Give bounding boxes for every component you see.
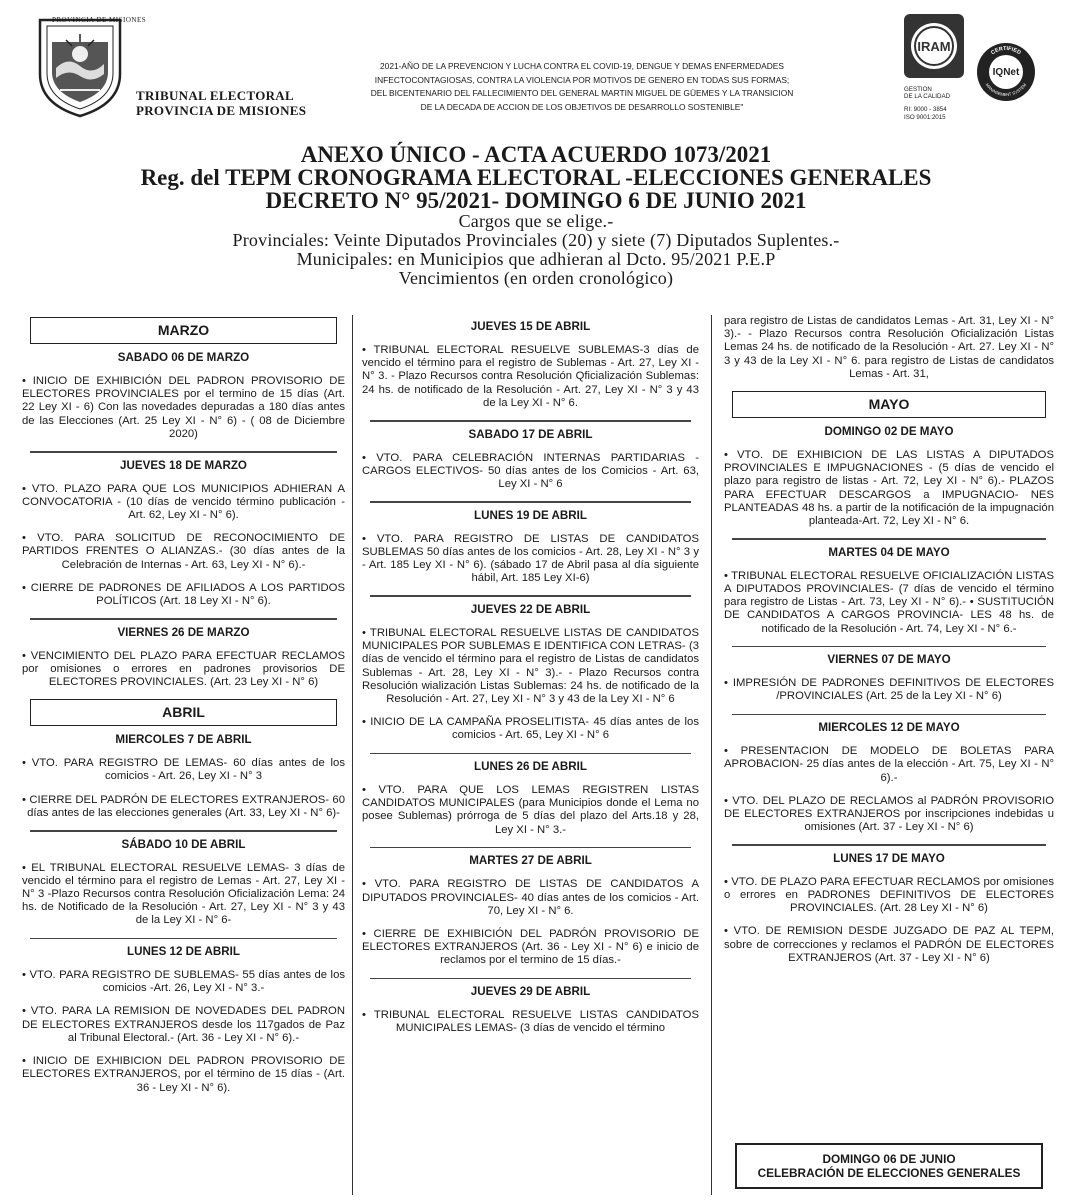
iram-text bbox=[904, 86, 950, 121]
seal-text: PROVINCIA DE MISIONES bbox=[52, 16, 147, 24]
tribunal-line-1: TRIBUNAL ELECTORAL bbox=[136, 88, 294, 103]
section-divider bbox=[370, 595, 691, 597]
year-motto bbox=[352, 60, 812, 114]
month-heading: MARZO bbox=[30, 317, 337, 344]
motto-line: 2021-AÑO DE LA PREVENCION Y LUCHA CONTRA EL COVID-19, DENGUE Y DEMAS ENFERMEDADES bbox=[380, 61, 784, 71]
title-line-3: DECRETO N° 95/2021- DOMINGO 6 DE JUNIO 2021 bbox=[265, 188, 807, 213]
title-line-1: ANEXO ÚNICO - ACTA ACUERDO 1073/2021 bbox=[300, 142, 772, 167]
document-header bbox=[0, 0, 1072, 140]
iram-line: ISO 9001:2015 bbox=[904, 113, 946, 121]
province-seal-icon bbox=[30, 12, 130, 120]
schedule-item: • VENCIMIENTO DEL PLAZO PARA EFECTUAR RECLAMOS por omisiones o errores en padrones provisorios DE ELECTORES PROVINCIALES. (Art. 23 Ley XI - N° 6) bbox=[22, 649, 345, 689]
schedule-item: • VTO. PARA REGISTRO DE SUBLEMAS- 55 días antes de los comicios -Art. 26, Ley XI - N° 3.- bbox=[22, 969, 345, 995]
date-heading: MARTES 27 DE ABRIL bbox=[469, 854, 592, 868]
section-divider bbox=[732, 844, 1046, 846]
schedule-item: • INICIO DE LA CAMPAÑA PROSELITISTA- 45 días antes de los comicios - Art. 65, Ley XI - N° 6 bbox=[362, 716, 699, 742]
month-heading: MAYO bbox=[732, 391, 1046, 418]
schedule-column-3 bbox=[724, 315, 1054, 1200]
schedule-column-1 bbox=[22, 315, 345, 1200]
tribunal-name bbox=[136, 88, 306, 118]
schedule-item: • VTO. PARA LA REMISION DE NOVEDADES DEL PADRON DE ELECTORES EXTRANJEROS desde los 117gados de Paz al Tribunal Electoral.- (Art. 36 - Ley XI - N° 6).- bbox=[22, 1005, 345, 1044]
schedule-item: • TRIBUNAL ELECTORAL RESUELVE LISTAS CANDIDATOS MUNICIPALES LEMAS- (3 días de vencido el término bbox=[362, 1009, 699, 1035]
column-divider bbox=[711, 315, 712, 1195]
schedule-item: • VTO. DE EXHIBICION DE LAS LISTAS A DIPUTADOS PROVINCIALES E IMPUGNACIONES - (5 días de vencido el plazo para registro de listas - Art. 72, Ley XI - N° 6).- PLAZOS PARA EFECTUAR DESCARGOS a IMPUGNACIO- NES PLANTEADAS 48 hs. a partir de la notificación de la impugnación planteada-Art. 72, Ley XI - N° 6. bbox=[724, 449, 1054, 528]
motto-line: DE LA DECADA DE ACCION DE LOS OBJETIVOS DE DESARROLLO SOSTENIBLE" bbox=[420, 101, 744, 112]
section-divider bbox=[732, 538, 1046, 540]
schedule-item: • TRIBUNAL ELECTORAL RESUELVE OFICIALIZACIÓN LISTAS A DIPUTADOS PROVINCIALES- (7 días de vencido el término para registro de Listas - Art. 73, Ley XI - N° 6).- • SUSTITUCIÓN DE CANDIDATOS A CARGOS PROVINCIA- LES 48 hs. de notificado de la Resolución - Art. 74, Ley XI - N° 6.- bbox=[724, 569, 1054, 635]
schedule-column-2 bbox=[362, 315, 699, 1200]
section-divider bbox=[370, 847, 691, 849]
election-day-label: CELEBRACIÓN DE ELECCIONES GENERALES bbox=[757, 1166, 1021, 1180]
motto-line: INFECTOCONTAGIOSAS, CONTRA LA VIOLENCIA POR MOTIVOS DE GENERO EN TODAS SUS FORMAS; bbox=[374, 74, 790, 85]
section-divider bbox=[732, 646, 1046, 648]
iram-line: GESTION bbox=[904, 86, 932, 93]
schedule-item: • VTO. PARA REGISTRO DE LEMAS- 60 días antes de los comicios - Art. 26, Ley XI - N° 3 bbox=[22, 757, 345, 783]
section-divider bbox=[30, 618, 337, 620]
iqnet-ring-bottom: MANAGEMENT SYSTEM bbox=[984, 82, 1028, 98]
date-heading: LUNES 17 DE MAYO bbox=[833, 851, 945, 865]
schedule-item: • CIERRE DE EXHIBICIÓN DEL PADRÓN PROVISORIO DE ELECTORES EXTRANJEROS (Art. 36 - Ley XI - N° 6) e inicio de reclamos por el termino de 15 días.- bbox=[362, 927, 699, 967]
schedule-item: • IMPRESIÓN DE PADRONES DEFINITIVOS DE ELECTORES /PROVINCIALES (Art. 25 de la Ley XI - N° 6) bbox=[724, 677, 1054, 703]
iqnet-ring-top: CERTIFIED bbox=[990, 45, 1022, 57]
section-divider bbox=[30, 830, 337, 832]
schedule-item: • VTO. PARA CELEBRACIÓN INTERNAS PARTIDARIAS - CARGOS ELECTIVOS- 50 días antes de los Comicios - Art. 63, Ley XI - N° 6 bbox=[362, 451, 699, 490]
section-divider bbox=[370, 978, 691, 980]
date-heading: LUNES 19 DE ABRIL bbox=[474, 508, 587, 522]
schedule-item: • VTO. PARA REGISTRO DE LISTAS DE CANDIDATOS SUBLEMAS 50 días antes de los comicios - Art. 28, Ley XI - N° 3 y - Art. 185 Ley XI - N° 6). (sábado 17 de Abril pasa al día siguiente hábil, Art. 185 Ley XI-6) bbox=[362, 532, 699, 585]
schedule-item: • TRIBUNAL ELECTORAL RESUELVE LISTAS DE CANDIDATOS MUNICIPALES POR SUBLEMAS E IDENTIFICA CON LETRAS- (3 días de vencido el término para el registro de Listas de candidatos Sublemas - Art. 28, Ley XI - N° 3).- - Plazo Recursos contra Resolución wialización Listas Sublemas: 24 hs. de notificado de la Resolución - Art. 27, Ley XI - N° 3 y 43 de la Ley XI - N° 6 bbox=[362, 626, 699, 705]
subtitle-line-4: Vencimientos (en orden cronológico) bbox=[398, 268, 674, 288]
schedule-item: • TRIBUNAL ELECTORAL RESUELVE SUBLEMAS-3 días de vencido el término para el registro de Sublemas - Art. 27, Ley XI - N° 3. - Plazo Recursos contra Resolución Qficialización Sublemas: 24 hs. de notificado de la Resolución - Art. 27, Ley XI - N° 3 y 43 de la Ley XI - N° 6. bbox=[362, 344, 699, 409]
motto-line: DEL BICENTENARIO DEL FALLECIMIENTO DEL GENERAL MARTIN MIGUEL DE GÜEMES Y LA TRANSICION bbox=[370, 88, 794, 98]
schedule-item: • VTO. PARA QUE LOS LEMAS REGISTREN LISTAS CANDIDATOS MUNICIPALES (para Municipios donde el Lema no posee Sublemas) prórroga de 5 días del plazo del Arts.18 y 28, Ley XI - N° 3.- bbox=[362, 784, 699, 836]
column-divider bbox=[352, 315, 353, 1195]
schedule-item: para registro de Listas de candidatos Lemas - Art. 31, Ley XI - N° 3).- - Plazo Recursos contra Resolución Oficialización Listas Lemas 24 hs. de notificado de la Resolución - Art. 27. Ley XI - N° 3 y 43 de la Ley XI - N° 6. para registro de Listas de candidatos Lemas - Art. 31, bbox=[724, 315, 1054, 380]
schedule-item: • VTO. PARA SOLICITUD DE RECONOCIMIENTO DE PARTIDOS FRENTES O ALIANZAS.- (30 días antes de la Celebración de Internas - Art. 63, Ley XI - N° 6).- bbox=[22, 532, 345, 571]
iram-line: DE LA CALIDAD bbox=[904, 93, 951, 101]
election-day-box bbox=[735, 1143, 1043, 1189]
section-divider bbox=[370, 501, 691, 503]
schedule-item: • PRESENTACION DE MODELO DE BOLETAS PARA APROBACION- 25 días antes de la elección - Art. 75, Ley XI - N° 6).- bbox=[724, 745, 1054, 784]
month-heading: ABRIL bbox=[30, 699, 337, 726]
section-divider bbox=[370, 753, 691, 755]
iqnet-logo-icon bbox=[976, 42, 1036, 102]
section-divider bbox=[370, 420, 691, 422]
date-heading: MIERCOLES 7 DE ABRIL bbox=[115, 733, 252, 747]
iram-logo-text: IRAM bbox=[917, 39, 951, 54]
section-divider bbox=[30, 938, 337, 940]
schedule-item: • VTO. DEL PLAZO DE RECLAMOS al PADRÓN PROVISORIO DE ELECTORES EXTRANJEROS por inscripciones indebidas u omisiones (Art. 37 - Ley XI - N° 6) bbox=[724, 794, 1054, 834]
section-divider bbox=[732, 714, 1046, 716]
date-heading: JUEVES 15 DE ABRIL bbox=[470, 320, 591, 333]
date-heading: VIERNES 26 DE MARZO bbox=[117, 625, 250, 639]
iram-line: RI: 9000 - 3854 bbox=[904, 106, 947, 114]
document-titles bbox=[0, 140, 1072, 288]
date-heading: JUEVES 29 DE ABRIL bbox=[470, 985, 591, 999]
subtitle-line-1: Cargos que se elige.- bbox=[458, 211, 614, 231]
subtitle-line-3: Municipales: en Municipios que adhieran al Dcto. 95/2021 P.E.P bbox=[296, 249, 776, 269]
tribunal-line-2: PROVINCIA DE MISIONES bbox=[136, 103, 307, 118]
schedule-item: • CIERRE DEL PADRÓN DE ELECTORES EXTRANJEROS- 60 días antes de las elecciones generales (Art. 33, Ley XI - N° 6)- bbox=[22, 793, 345, 819]
date-heading: SÁBADO 10 DE ABRIL bbox=[121, 837, 246, 851]
schedule-item: • VTO. DE REMISION DESDE JUZGADO DE PAZ AL TEPM, sobre de correcciones y reclamos el PADRÓN DE ELECTORES EXTRANJEROS (Art. 37 - Ley XI - N° 6) bbox=[724, 925, 1054, 964]
date-heading: JUEVES 22 DE ABRIL bbox=[470, 602, 591, 616]
subtitle-line-2: Provinciales: Veinte Diputados Provinciales (20) y siete (7) Diputados Suplentes.- bbox=[232, 230, 840, 250]
schedule-item: • VTO. PLAZO PARA QUE LOS MUNICIPIOS ADHIERAN A CONVOCATORIA - (10 días de vencido término publicación - Art. 62, Ley XI - N° 6). bbox=[22, 482, 345, 521]
title-line-2: Reg. del TEPM CRONOGRAMA ELECTORAL -ELECCIONES GENERALES bbox=[140, 165, 932, 190]
schedule-item: • VTO. PARA REGISTRO DE LISTAS DE CANDIDATOS A DIPUTADOS PROVINCIALES- 40 días antes de los comicios - Art. 70, Ley XI - N° 6. bbox=[362, 878, 699, 917]
date-heading: LUNES 12 DE ABRIL bbox=[127, 945, 240, 959]
date-heading: JUEVES 18 DE MARZO bbox=[120, 458, 247, 472]
date-heading: DOMINGO 02 DE MAYO bbox=[824, 425, 954, 439]
schedule-item: • VTO. DE PLAZO PARA EFECTUAR RECLAMOS por omisiones o errores en PADRONES DEFINITIVOS DE ELECTORES PROVINCIALES. (Art. 28 Ley XI - N° 6) bbox=[724, 875, 1054, 915]
iram-certification bbox=[902, 12, 966, 124]
schedule-item: • EL TRIBUNAL ELECTORAL RESUELVE LEMAS- 3 días de vencido el término para el registro de Lemas - Art. 27, Ley XI - N° 3 -Plazo Recursos contra Resolución Oficialización Lema: 24 hs. de Notificado de la Resolución - Art. 27, Ley XI - N° 3 y 43 de la Ley XI - N° 6- bbox=[22, 861, 345, 927]
date-heading: SABADO 17 DE ABRIL bbox=[468, 427, 593, 441]
iram-logo-icon bbox=[902, 12, 966, 82]
schedule-item: • CIERRE DE PADRONES DE AFILIADOS A LOS PARTIDOS POLÍTICOS (Art. 18 Ley XI - N° 6). bbox=[22, 581, 345, 607]
schedule-item: • INICIO DE EXHIBICION DEL PADRON PROVISORIO DE ELECTORES EXTRANJEROS, por el término de 15 días - (Art. 36 - Ley XI - N° 6). bbox=[22, 1055, 345, 1094]
date-heading: SABADO 06 DE MARZO bbox=[117, 351, 250, 364]
schedule-item: • INICIO DE EXHIBICIÓN DEL PADRON PROVISORIO DE ELECTORES PROVINCIALES por el termino de 15 días (Art. 22 Ley XI - 6) Con las novedades depuradas a 180 días antes de las Elecciones (Art. 25 Ley XI - N° 6) - ( 08 de Diciembre 2020) bbox=[22, 375, 345, 440]
date-heading: MARTES 04 DE MAYO bbox=[828, 545, 950, 559]
section-divider bbox=[30, 451, 337, 453]
date-heading: MIERCOLES 12 DE MAYO bbox=[818, 721, 960, 735]
iqnet-logo-text: IQNet bbox=[992, 67, 1020, 78]
date-heading: LUNES 26 DE ABRIL bbox=[474, 760, 587, 774]
election-day-date: DOMINGO 06 DE JUNIO bbox=[822, 1152, 956, 1166]
date-heading: VIERNES 07 DE MAYO bbox=[827, 653, 951, 667]
